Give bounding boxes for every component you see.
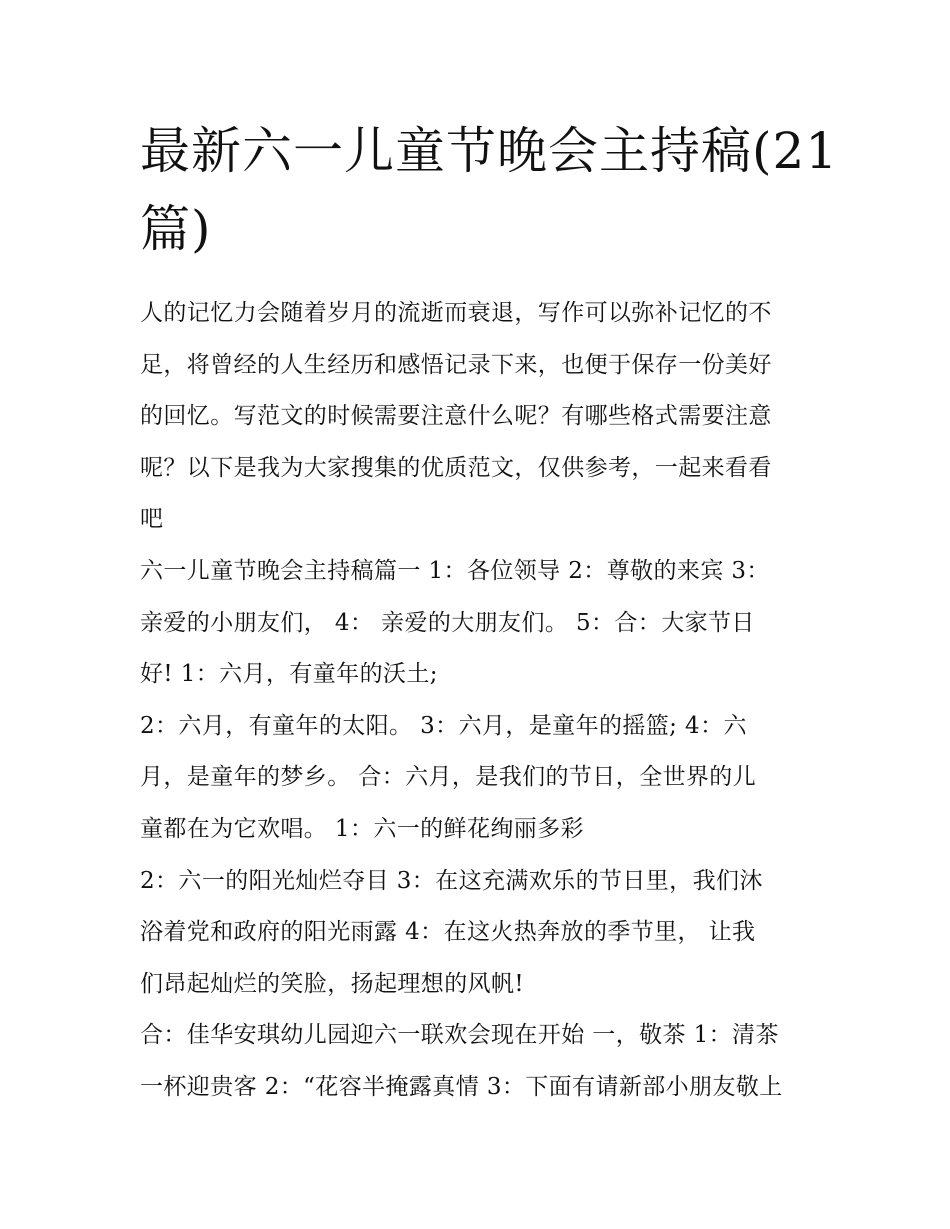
body-line: 好! 1：六月，有童年的沃土; (140, 661, 438, 688)
intro-line: 的回忆。写范文的时候需要注意什么呢？有哪些格式需要注意 (140, 403, 772, 430)
intro-line: 人的记忆力会随着岁月的流逝而衰退，写作可以弥补记忆的不 (140, 300, 772, 326)
intro-line: 吧 (140, 506, 164, 533)
body-line: 亲爱的小朋友们， 4： 亲爱的大朋友们。 5：合：大家节日 (140, 609, 755, 636)
body-line: 2：六一的阳光灿烂夺目 3：在这充满欢乐的节日里，我们沐 (140, 867, 763, 894)
body-line: 月，是童年的梦乡。 合：六月，是我们的节日，全世界的儿 (140, 764, 757, 791)
body-line: 童都在为它欢唱。 1：六一的鲜花绚丽多彩 (140, 815, 584, 842)
body-line: 六一儿童节晚会主持稿篇一 1：各位领导 2：尊敬的来宾 3： (140, 557, 770, 584)
title-line-2: 篇) (140, 200, 212, 258)
intro-paragraph (140, 288, 812, 546)
body-text (140, 546, 812, 1114)
body-line: 浴着党和政府的阳光雨露 4：在这火热奔放的季节里， 让我 (140, 919, 756, 946)
document-title (140, 112, 839, 268)
intro-line: 呢？以下是我为大家搜集的优质范文，仅供参考，一起来看看 (140, 454, 772, 481)
body-line: 们昂起灿烂的笑脸，扬起理想的风帆! (140, 970, 525, 997)
body-line: 合：佳华安琪幼儿园迎六一联欢会现在开始 一，敬茶 1：清茶 (140, 1022, 779, 1049)
document-page (140, 112, 839, 1114)
body-line: 2：六月，有童年的太阳。 3：六月，是童年的摇篮; 4：六 (140, 712, 747, 739)
title-line-1: 最新六一儿童节晚会主持稿(21 (140, 122, 839, 180)
body-line: 一杯迎贵客 2：“花容半掩露真情 3：下面有请新部小朋友敬上 (140, 1073, 783, 1100)
intro-line: 足，将曾经的人生经历和感悟记录下来，也便于保存一份美好 (140, 351, 772, 378)
